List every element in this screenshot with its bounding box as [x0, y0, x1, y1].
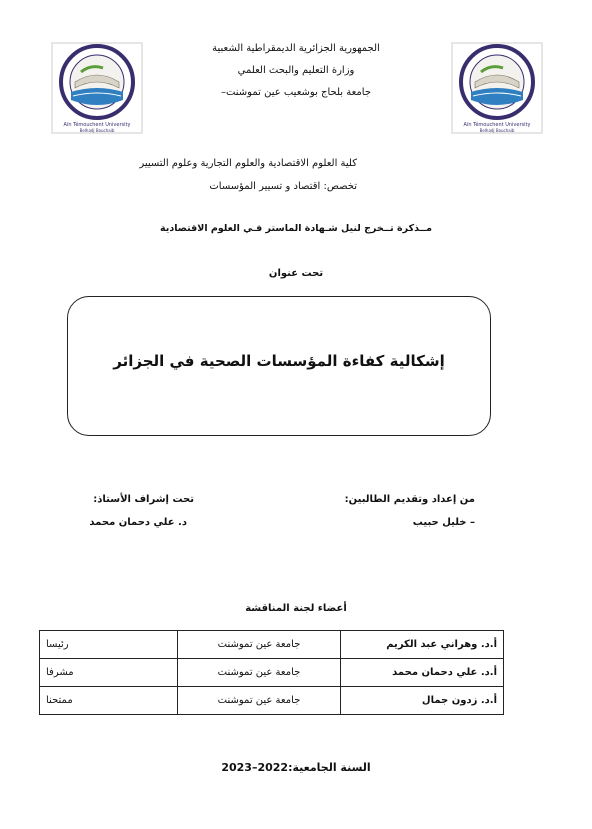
specialty: تخصص: اقتصاد و تسيير المؤسسات — [209, 181, 357, 192]
member-name: أ.د. علي دحمان محمد — [341, 659, 504, 687]
memo-line: مــذكرة تــخرج لنيل شـهادة الماستر فـي العلوم الاقتصادية — [160, 223, 432, 234]
under-title-label: تحت عنوان — [268, 268, 324, 279]
table-row — [40, 687, 504, 715]
member-name: أ.د. وهراني عبد الكريم — [341, 631, 504, 659]
table-row — [40, 631, 504, 659]
thesis-title-box — [67, 296, 491, 436]
logo-left-sub: Belhadj Bouchaib — [79, 128, 115, 133]
member-role: رئيسا — [40, 631, 178, 659]
member-role: مشرفا — [40, 659, 178, 687]
students-label: من إعداد وتقديم الطالبين: — [344, 494, 475, 505]
university-name: جامعة بلحاج بوشعيب عين تموشنت– — [220, 87, 372, 98]
member-university: جامعة عين تموشنت — [178, 687, 341, 715]
member-role: ممتحنا — [40, 687, 178, 715]
academic-year: السنة الجامعية:2022–2023 — [221, 761, 371, 774]
member-university: جامعة عين تموشنت — [178, 659, 341, 687]
member-name: أ.د. زدون جمال — [341, 687, 504, 715]
committee-table — [39, 630, 504, 715]
thesis-title: إشكالية كفاءة المؤسسات الصحية في الجزائر — [113, 352, 445, 370]
logo-right-sub: Belhadj Bouchaib — [479, 128, 515, 133]
faculty-name: كلية العلوم الاقتصادية والعلوم التجارية وعلوم التسيير — [139, 158, 357, 169]
member-university: جامعة عين تموشنت — [178, 631, 341, 659]
table-row — [40, 659, 504, 687]
logo-left-text: Aïn Témouchent University — [63, 122, 131, 128]
supervisor-name: د. علي دحمان محمد — [89, 517, 187, 528]
student-name: – خليل حبيب — [412, 517, 475, 528]
ministry-name: وزارة التعليم والبحث العلمي — [237, 65, 355, 76]
republic-name: الجمهورية الجزائرية الديمقراطية الشعبية — [212, 43, 380, 54]
supervisor-label: تحت إشراف الأستاذ: — [93, 494, 194, 505]
committee-heading: أعضاء لجنة المناقشة — [245, 603, 347, 614]
logo-right-text: Aïn Témouchent University — [463, 122, 531, 128]
